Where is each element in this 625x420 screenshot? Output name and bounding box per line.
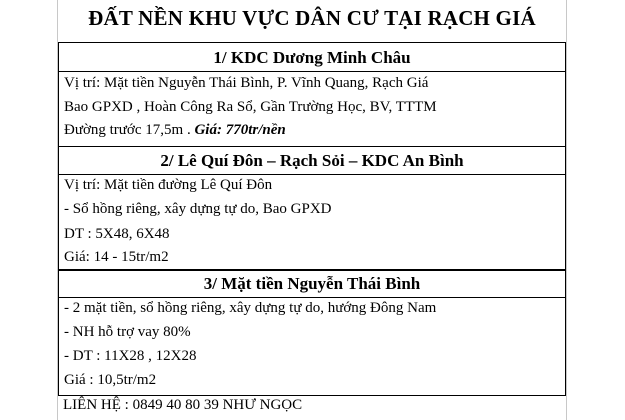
section-2-features: - Sổ hồng riêng, xây dựng tự do, Bao GPXD: [64, 201, 332, 217]
section-2-location: Vị trí: Mặt tiền đường Lê Quí Đôn: [64, 177, 273, 193]
section-3-features: - 2 mặt tiền, sổ hồng riêng, xây dựng tự do, hướng Đông Nam: [64, 300, 437, 316]
section-2-divider: [59, 174, 565, 175]
section-1-road: Đường trước 17,5m .: [64, 122, 195, 138]
section-3: [58, 270, 566, 396]
contact-line: LIÊN HỆ : 0849 40 80 39 NHƯ NGỌC: [63, 397, 303, 413]
listing-sheet: [58, 0, 566, 420]
section-1: [58, 42, 566, 147]
section-3-heading: 3/ Mặt tiền Nguyễn Thái Bình: [203, 274, 421, 293]
section-2-heading: 2/ Lê Quí Đôn – Rạch Sỏi – KDC An Bình: [160, 151, 464, 170]
section-1-heading: 1/ KDC Dương Minh Châu: [213, 48, 411, 67]
section-3-loan: - NH hỗ trợ vay 80%: [64, 324, 191, 340]
gridline-right: [566, 0, 567, 420]
section-2-price: Giá: 14 - 15tr/m2: [64, 249, 169, 265]
section-1-road-price: [64, 122, 286, 139]
page-title: ĐẤT NỀN KHU VỰC DÂN CƯ TẠI RẠCH GIÁ: [88, 6, 536, 30]
section-1-price: Giá: 770tr/nền: [194, 122, 286, 138]
section-3-price: Giá : 10,5tr/m2: [64, 372, 157, 388]
section-1-divider: [59, 71, 565, 72]
section-2: [58, 146, 566, 270]
section-2-area: DT : 5X48, 6X48: [64, 226, 170, 242]
section-3-divider: [59, 297, 565, 298]
section-1-location: Vị trí: Mặt tiền Nguyễn Thái Bình, P. Vĩnh Quang, Rạch Giá: [64, 75, 429, 91]
section-1-features: Bao GPXD , Hoàn Công Ra Sổ, Gần Trường Học, BV, TTTM: [64, 99, 437, 115]
section-3-area: - DT : 11X28 , 12X28: [64, 348, 197, 364]
